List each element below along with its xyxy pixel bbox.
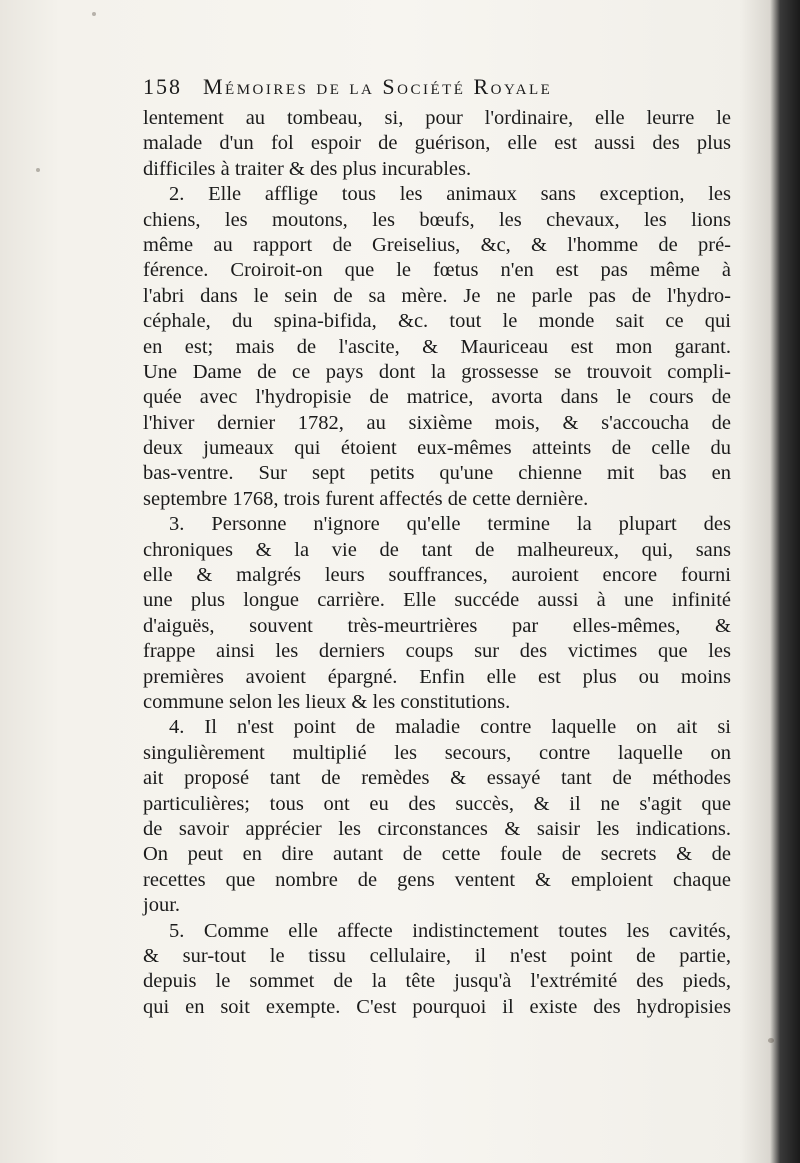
text-line: jour. (143, 894, 181, 917)
text-line: céphale, du spina-bifida, &c. tout le monde sait ce qui (143, 310, 731, 333)
text-line: singulièrement multiplié les secours, contre laquelle on (143, 741, 731, 764)
text-line: 4. Il n'est point de maladie contre laquelle on ait si (169, 716, 731, 739)
text-line: l'abri dans le sein de sa mère. Je ne parle pas de l'hydro- (143, 284, 731, 307)
text-line: une plus longue carrière. Elle succéde aussi à une infinité (143, 589, 731, 612)
page-number: 158 (143, 74, 182, 99)
text-line: d'aiguës, souvent très-meurtrières par elles-mêmes, & (143, 614, 731, 637)
text-line: difficiles à traiter & des plus incurables. (143, 157, 472, 180)
text-line: de savoir apprécier les circonstances & saisir les indications. (143, 817, 731, 840)
paper-speck (768, 1038, 774, 1043)
text-line: septembre 1768, trois furent affectés de cette dernière. (143, 487, 589, 510)
text-line: depuis le sommet de la tête jusqu'à l'extrémité des pieds, (143, 970, 731, 993)
text-line: chiens, les moutons, les bœufs, les chevaux, les lions (143, 208, 731, 231)
text-line: recettes que nombre de gens ventent & emploient chaque (143, 868, 731, 891)
paper-speck (92, 12, 96, 16)
text-line: commune selon les lieux & les constitutions. (143, 690, 511, 713)
body-text (143, 106, 731, 1020)
text-line: 5. Comme elle affecte indistinctement toutes les cavités, (169, 919, 731, 942)
text-line: en est; mais de l'ascite, & Mauriceau est mon garant. (143, 335, 731, 358)
text-line: ait proposé tant de remèdes & essayé tant de méthodes (143, 767, 731, 790)
text-line: férence. Croiroit-on que le fœtus n'en est pas même à (143, 259, 731, 282)
text-line: On peut en dire autant de cette foule de secrets & de (143, 843, 731, 866)
text-line: & sur-tout le tissu cellulaire, il n'est point de partie, (143, 944, 731, 967)
text-line: bas-ventre. Sur sept petits qu'une chienne mit bas en (143, 462, 731, 485)
text-line: quée avec l'hydropisie de matrice, avorta dans le cours de (143, 386, 731, 409)
text-line: qui en soit exempte. C'est pourquoi il existe des hydropisies (143, 995, 731, 1018)
text-line: elle & malgrés leurs souffrances, auroient encore fourni (143, 564, 731, 587)
text-line: deux jumeaux qui étoient eux-mêmes atteints de celle du (143, 437, 731, 460)
paper-speck (36, 168, 40, 172)
text-line: Une Dame de ce pays dont la grossesse se trouvoit compli- (143, 360, 731, 383)
text-line: même au rapport de Greiselius, &c, & l'homme de pré- (143, 233, 731, 256)
text-line: 3. Personne n'ignore qu'elle termine la plupart des (169, 513, 731, 536)
text-line: premières avoient épargné. Enfin elle est plus ou moins (143, 665, 731, 688)
page-text (143, 74, 731, 1020)
text-line: chroniques & la vie de tant de malheureux, qui, sans (143, 538, 731, 561)
text-line: l'hiver dernier 1782, au sixième mois, & s'accoucha de (143, 411, 731, 434)
running-head (143, 74, 731, 104)
text-line: frappe ainsi les derniers coups sur des victimes que les (143, 640, 731, 663)
running-title: Mémoires de la Société Royale (203, 74, 553, 99)
text-line: particulières; tous ont eu des succès, & il ne s'agit que (143, 792, 731, 815)
text-line: lentement au tombeau, si, pour l'ordinaire, elle leurre le (143, 107, 731, 129)
text-line: 2. Elle afflige tous les animaux sans exception, les (169, 183, 731, 206)
text-line: malade d'un fol espoir de guérison, elle est aussi des plus (143, 132, 731, 155)
